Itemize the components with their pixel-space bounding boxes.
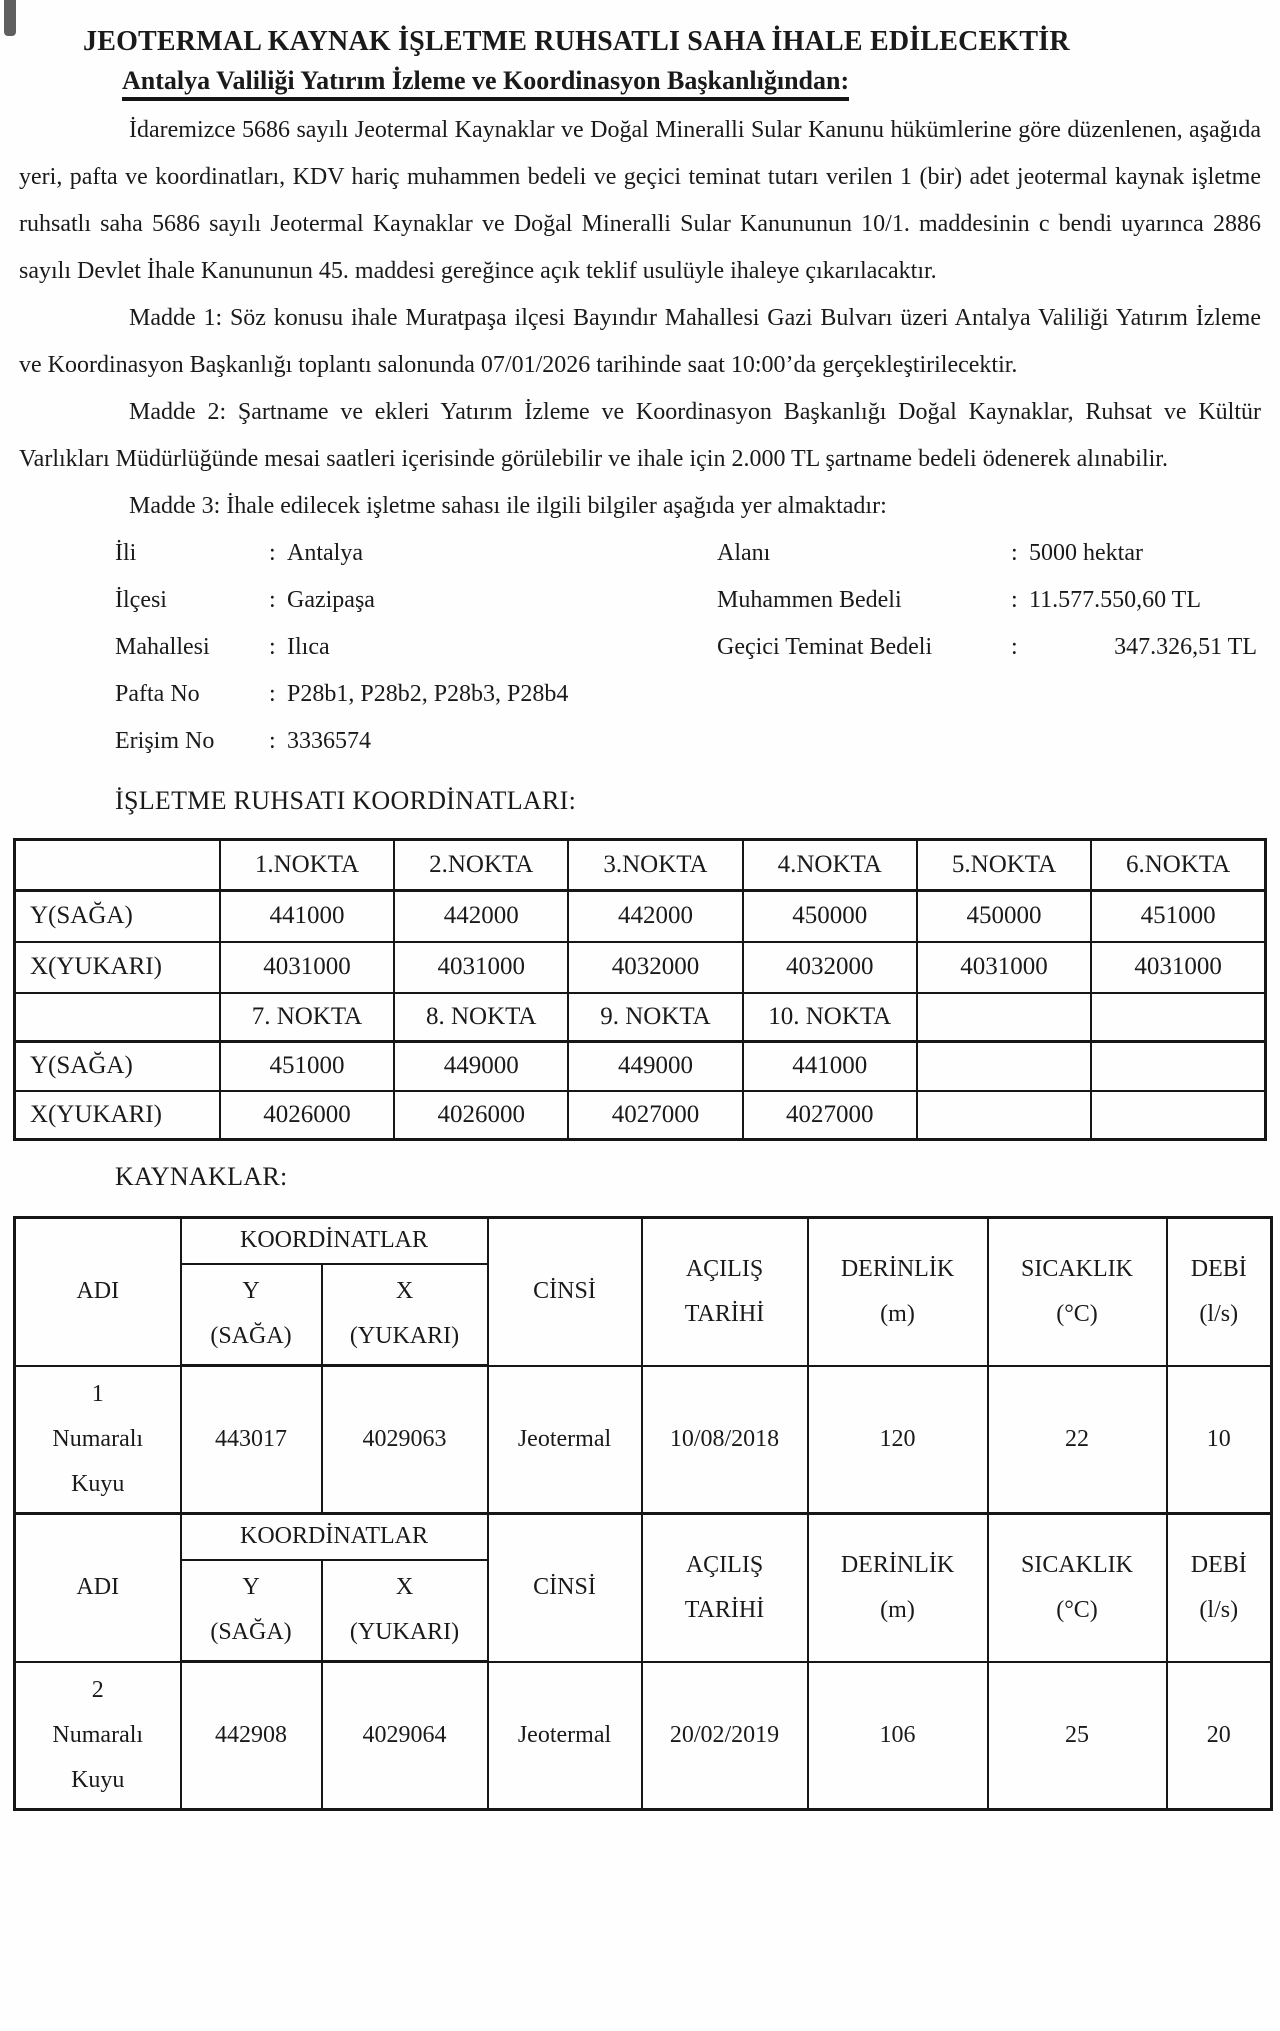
- table-cell: 449000: [394, 1042, 568, 1091]
- table-header-cell: [322, 1264, 488, 1366]
- table-cell: [15, 840, 220, 891]
- table-cell: 4027000: [568, 1091, 742, 1140]
- detail-value: Gazipaşa: [287, 587, 375, 613]
- paragraph-madde-1: Madde 1: Söz konusu ihale Muratpaşa ilçesi Bayındır Mahallesi Gazi Bulvarı üzeri Antalya Valiliği Yatırım İzleme ve Koordinasyon Başkanlığı toplantı salonunda 07/01/2026 tarihinde saat 10:00’da gerçekleştirilecektir.: [19, 305, 1261, 378]
- table-header-cell: [1167, 1514, 1272, 1662]
- table-cell: [1091, 1091, 1265, 1140]
- table-cell: Jeotermal: [488, 1366, 642, 1514]
- table-row: [15, 840, 1266, 891]
- table-cell: 4029064: [322, 1662, 488, 1810]
- table-header-cell: [988, 1218, 1167, 1366]
- detail-value: 5000 hektar: [1029, 540, 1143, 566]
- detail-right-group: [717, 530, 1257, 577]
- details-section: [115, 530, 1261, 765]
- detail-value: 3336574: [287, 728, 371, 754]
- table-cell: 442000: [394, 891, 568, 942]
- header-line: AÇILIŞ: [685, 1255, 764, 1282]
- header-line: DEBİ: [1190, 1551, 1247, 1578]
- header-line: DEBİ: [1190, 1255, 1247, 1282]
- kaynaklar-heading: KAYNAKLAR:: [115, 1162, 288, 1191]
- header-line: TARİHİ: [684, 1300, 765, 1327]
- header-line: (YUKARI): [349, 1619, 460, 1646]
- table-header-cell: [181, 1264, 322, 1366]
- table-cell: 6.NOKTA: [1091, 840, 1265, 891]
- table-cell: 4029063: [322, 1366, 488, 1514]
- paragraph-intro: İdaremizce 5686 sayılı Jeotermal Kaynaklar ve Doğal Mineralli Sular Kanunu hükümlerine göre düzenlenen, aşağıda yeri, pafta ve koordinatları, KDV hariç muhammen bedeli ve geçici teminat tutarı verilen 1 (bir) adet jeotermal kaynak işletme ruhsatlı saha 5686 sayılı Jeotermal Kaynaklar ve Doğal Mineralli Sular Kanununun 10/1. maddesinin c bendi uyarınca 2886 sayılı Devlet İhale Kanununun 45. maddesi gereğince açık teklif usulüyle ihaleye çıkarılacaktır.: [19, 117, 1261, 284]
- paragraph-madde-3: Madde 3: İhale edilecek işletme sahası ile ilgili bilgiler aşağıda yer almaktadır:: [129, 493, 887, 519]
- table-header-cell: [808, 1514, 988, 1662]
- table-header-cell: CİNSİ: [488, 1218, 642, 1366]
- detail-label: Muhammen Bedeli: [717, 587, 902, 613]
- table-cell: 4.NOKTA: [743, 840, 917, 891]
- detail-value: P28b1, P28b2, P28b3, P28b4: [287, 681, 569, 707]
- header-line: DERİNLİK: [840, 1255, 955, 1282]
- detail-row-ilcesi: [115, 577, 1261, 624]
- header-line: (°C): [1056, 1300, 1098, 1327]
- table-cell: 441000: [220, 891, 394, 942]
- table-cell: Jeotermal: [488, 1662, 642, 1810]
- detail-row-erisim: [115, 718, 1261, 765]
- detail-label: Geçici Teminat Bedeli: [717, 634, 933, 660]
- table-cell: 106: [808, 1662, 988, 1810]
- table-header-cell: [322, 1560, 488, 1662]
- table-cell: 4031000: [1091, 942, 1265, 993]
- table-cell: 20: [1167, 1662, 1272, 1810]
- table-header-cell: ADI: [15, 1218, 181, 1366]
- table-cell: 25: [988, 1662, 1167, 1810]
- table-header-cell: [1167, 1218, 1272, 1366]
- header-line: SICAKLIK: [1021, 1551, 1133, 1578]
- header-line: (l/s): [1199, 1596, 1239, 1623]
- table-cell: [15, 993, 220, 1042]
- coordinates-heading: İŞLETME RUHSATI KOORDİNATLARI:: [115, 786, 577, 815]
- table-cell: 442908: [181, 1662, 322, 1810]
- well-name-line: Numaralı: [52, 1425, 144, 1452]
- header-line: SICAKLIK: [1021, 1255, 1133, 1282]
- detail-value: Antalya: [287, 540, 363, 566]
- header-line: TARİHİ: [684, 1596, 765, 1623]
- table-cell: 449000: [568, 1042, 742, 1091]
- table-cell: [1091, 1042, 1265, 1091]
- table-header-row: [15, 1514, 1272, 1560]
- table-header-cell: [181, 1560, 322, 1662]
- table-cell: 4032000: [568, 942, 742, 993]
- header-line: (m): [880, 1300, 915, 1327]
- table-cell: 442000: [568, 891, 742, 942]
- table-cell: X(YUKARI): [15, 1091, 220, 1140]
- detail-right-group: [717, 624, 1257, 671]
- table-cell: [15, 1662, 181, 1810]
- table-row-well-2: [15, 1662, 1272, 1810]
- table-cell: 443017: [181, 1366, 322, 1514]
- table-cell: 10/08/2018: [642, 1366, 808, 1514]
- table-cell: 20/02/2019: [642, 1662, 808, 1810]
- table-header-cell: [642, 1218, 808, 1366]
- header-line: (m): [880, 1596, 915, 1623]
- well-name-line: Kuyu: [71, 1470, 125, 1497]
- table-cell: 450000: [743, 891, 917, 942]
- table-row: [15, 891, 1266, 942]
- table-cell: 4026000: [394, 1091, 568, 1140]
- table-cell: 8. NOKTA: [394, 993, 568, 1042]
- detail-label: Mahallesi: [115, 634, 210, 660]
- table-header-cell: KOORDİNATLAR: [181, 1218, 488, 1264]
- table-cell: 4031000: [917, 942, 1091, 993]
- scan-artifact: [4, 0, 16, 36]
- table-header-cell: KOORDİNATLAR: [181, 1514, 488, 1560]
- document-subtitle: Antalya Valiliği Yatırım İzleme ve Koordinasyon Başkanlığından:: [122, 66, 849, 101]
- detail-value: Ilıca: [287, 634, 330, 660]
- table-cell: 4027000: [743, 1091, 917, 1140]
- detail-colon: :: [1011, 540, 1018, 566]
- well-name-line: 2: [91, 1676, 104, 1703]
- header-line: Y: [242, 1278, 260, 1305]
- table-row: [15, 993, 1266, 1042]
- table-cell: 4031000: [220, 942, 394, 993]
- well-name-line: 1: [91, 1380, 104, 1407]
- detail-row-ili: [115, 530, 1261, 577]
- table-cell: 2.NOKTA: [394, 840, 568, 891]
- header-line: X: [395, 1574, 414, 1601]
- table-row: [15, 942, 1266, 993]
- table-cell: Y(SAĞA): [15, 1042, 220, 1091]
- header-line: (YUKARI): [349, 1323, 460, 1350]
- detail-value: 11.577.550,60 TL: [1029, 587, 1201, 613]
- header-line: (SAĞA): [210, 1619, 292, 1646]
- table-cell: 7. NOKTA: [220, 993, 394, 1042]
- table-cell: 451000: [220, 1042, 394, 1091]
- table-cell: [917, 993, 1091, 1042]
- detail-label: Erişim No: [115, 728, 215, 754]
- table-cell: 120: [808, 1366, 988, 1514]
- detail-label: Pafta No: [115, 681, 200, 707]
- table-cell: 5.NOKTA: [917, 840, 1091, 891]
- detail-colon: :: [269, 587, 276, 613]
- detail-value: 347.326,51 TL: [1114, 634, 1257, 660]
- table-header-cell: ADI: [15, 1514, 181, 1662]
- table-cell: 9. NOKTA: [568, 993, 742, 1042]
- table-cell: [917, 1042, 1091, 1091]
- table-cell: 3.NOKTA: [568, 840, 742, 891]
- detail-label: İli: [115, 540, 137, 566]
- table-header-cell: [642, 1514, 808, 1662]
- detail-label: İlçesi: [115, 587, 167, 613]
- table-cell: 1.NOKTA: [220, 840, 394, 891]
- table-header-cell: [988, 1514, 1167, 1662]
- header-line: Y: [242, 1574, 260, 1601]
- detail-row-mahallesi: [115, 624, 1261, 671]
- table-cell: 4032000: [743, 942, 917, 993]
- header-line: (SAĞA): [210, 1323, 292, 1350]
- table-header-cell: [808, 1218, 988, 1366]
- table-cell: 4031000: [394, 942, 568, 993]
- detail-colon: :: [269, 634, 276, 660]
- document-subtitle-wrap: [122, 66, 1280, 101]
- table-cell: 450000: [917, 891, 1091, 942]
- detail-label: Alanı: [717, 540, 771, 566]
- detail-colon: :: [1011, 634, 1018, 660]
- detail-colon: :: [269, 728, 276, 754]
- table-cell: 10. NOKTA: [743, 993, 917, 1042]
- header-line: (°C): [1056, 1596, 1098, 1623]
- paragraph-madde-2: Madde 2: Şartname ve ekleri Yatırım İzleme ve Koordinasyon Başkanlığı Doğal Kaynaklar, Ruhsat ve Kültür Varlıkları Müdürlüğünde mesai saatleri içerisinde görülebilir ve ihale için 2.000 TL şartname bedeli ödenerek alınabilir.: [19, 399, 1261, 472]
- table-cell: Y(SAĞA): [15, 891, 220, 942]
- table-header-cell: CİNSİ: [488, 1514, 642, 1662]
- detail-colon: :: [1011, 587, 1018, 613]
- header-line: X: [395, 1278, 414, 1305]
- well-name-line: Numaralı: [52, 1721, 144, 1748]
- detail-colon: :: [269, 681, 276, 707]
- header-line: AÇILIŞ: [685, 1551, 764, 1578]
- document-title: JEOTERMAL KAYNAK İŞLETME RUHSATLI SAHA İHALE EDİLECEKTİR: [83, 26, 1070, 57]
- table-cell: [15, 1366, 181, 1514]
- header-line: DERİNLİK: [840, 1551, 955, 1578]
- well-name-line: Kuyu: [71, 1766, 125, 1793]
- table-cell: [1091, 993, 1265, 1042]
- table-cell: 4026000: [220, 1091, 394, 1140]
- table-row: [15, 1042, 1266, 1091]
- wells-table: [13, 1216, 1273, 1811]
- table-header-row: [15, 1218, 1272, 1264]
- table-cell: 441000: [743, 1042, 917, 1091]
- table-cell: X(YUKARI): [15, 942, 220, 993]
- table-cell: 10: [1167, 1366, 1272, 1514]
- coordinates-table: [13, 838, 1267, 1141]
- detail-right-group: [717, 577, 1257, 624]
- table-row-well-1: [15, 1366, 1272, 1514]
- table-cell: 22: [988, 1366, 1167, 1514]
- table-row: [15, 1091, 1266, 1140]
- header-line: (l/s): [1199, 1300, 1239, 1327]
- detail-row-pafta: [115, 671, 1261, 718]
- table-cell: 451000: [1091, 891, 1265, 942]
- detail-colon: :: [269, 540, 276, 566]
- table-cell: [917, 1091, 1091, 1140]
